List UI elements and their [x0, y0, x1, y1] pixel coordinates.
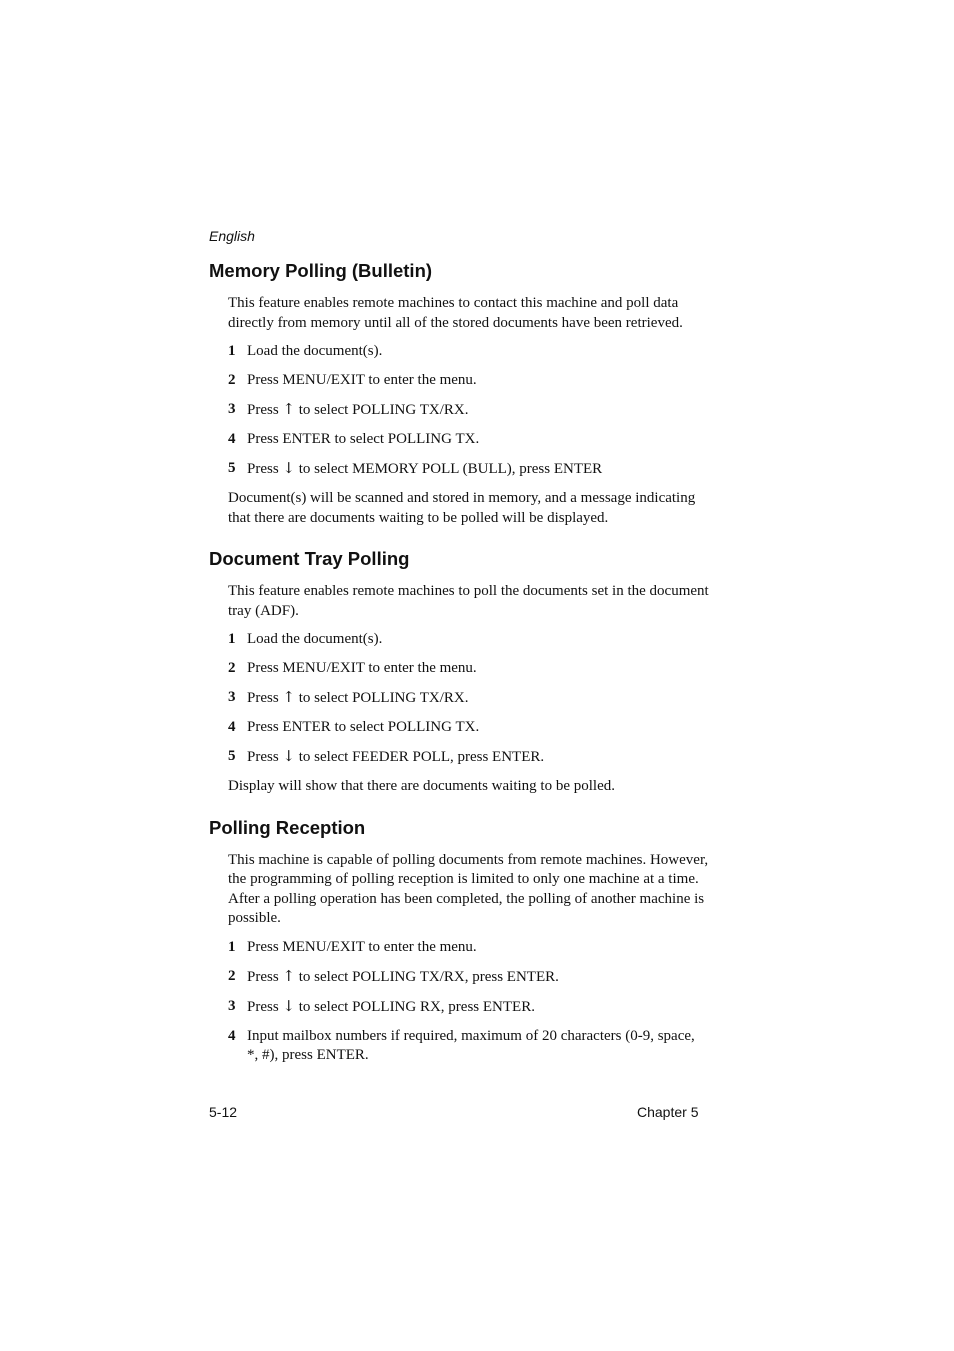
- chapter-label: Chapter 5: [637, 1104, 699, 1120]
- step-number: 2: [228, 372, 236, 388]
- step-item: [228, 659, 709, 679]
- step-number: 1: [228, 938, 236, 955]
- step-number: 3: [228, 689, 236, 705]
- step-number: 2: [228, 660, 236, 676]
- section-memory-polling: [209, 258, 709, 528]
- step-number: 4: [228, 719, 236, 735]
- section-title: Polling Reception: [209, 816, 366, 838]
- step-text: Press ENTER to select POLLING TX.: [247, 431, 480, 447]
- header-language: English: [209, 228, 255, 244]
- step-number: 1: [228, 343, 236, 359]
- section-intro: This machine is capable of polling documents from remote machines. However, the programming of polling reception is limited to only one machine at a time. After a polling operation has been completed, the polling of another machine is possible.: [228, 851, 709, 926]
- step-text: Press ↓ to select POLLING RX, press ENTER.: [247, 996, 535, 1015]
- step-text: Load the document(s).: [247, 343, 383, 359]
- step-number: 1: [228, 631, 236, 647]
- arrow-down-icon: ↓: [282, 996, 295, 1015]
- step-item: [228, 688, 709, 709]
- step-text: Press ENTER to select POLLING TX.: [247, 719, 480, 735]
- step-item: [228, 997, 709, 1018]
- section-outro: Document(s) will be scanned and stored in memory, and a message indicating that there are documents waiting to be polled will be displayed.: [228, 490, 696, 526]
- arrow-up-icon: ↑: [282, 688, 295, 706]
- step-item: [228, 938, 709, 958]
- section-outro: Display will show that there are documents waiting to be polled.: [228, 778, 615, 794]
- step-text: Press ↑ to select POLLING TX/RX.: [247, 688, 469, 706]
- step-text: Input mailbox numbers if required, maximum of 20 characters (0-9, space, *, #), press ENTER.: [247, 1027, 695, 1063]
- section-title: Document Tray Polling: [209, 548, 410, 569]
- step-number: 5: [228, 460, 236, 476]
- page-content: [209, 258, 709, 1075]
- arrow-down-icon: ↓: [282, 459, 295, 477]
- step-text: Load the document(s).: [247, 631, 383, 647]
- step-item: [228, 400, 709, 421]
- arrow-down-icon: ↓: [282, 747, 295, 765]
- section-title: Memory Polling (Bulletin): [209, 260, 433, 281]
- arrow-up-icon: ↑: [282, 400, 295, 418]
- step-text: Press MENU/EXIT to enter the menu.: [247, 938, 477, 955]
- step-text: Press ↑ to select POLLING TX/RX, press ENTER.: [247, 966, 559, 985]
- step-list: [228, 342, 709, 480]
- step-item: [228, 459, 709, 480]
- step-item: [228, 1027, 709, 1066]
- step-list: [228, 938, 709, 1066]
- step-number: 5: [228, 748, 236, 764]
- step-number: 4: [228, 1027, 236, 1044]
- section-intro: This feature enables remote machines to poll the documents set in the document tray (ADF).: [228, 583, 709, 619]
- arrow-up-icon: ↑: [282, 966, 295, 985]
- step-item: [228, 718, 709, 738]
- section-intro: This feature enables remote machines to contact this machine and poll data directly from memory until all of the stored documents have been retrieved.: [228, 295, 683, 331]
- step-item: [228, 342, 709, 362]
- step-text: Press MENU/EXIT to enter the menu.: [247, 660, 477, 676]
- step-text: Press MENU/EXIT to enter the menu.: [247, 372, 477, 388]
- step-list: [228, 630, 709, 768]
- step-text: Press ↑ to select POLLING TX/RX.: [247, 400, 469, 418]
- step-number: 3: [228, 997, 236, 1014]
- step-item: [228, 430, 709, 450]
- step-item: [228, 371, 709, 391]
- section-document-tray-polling: [209, 546, 709, 797]
- step-number: 2: [228, 967, 236, 984]
- step-item: [228, 967, 709, 988]
- step-text: Press ↓ to select FEEDER POLL, press ENTER.: [247, 747, 545, 765]
- step-item: [228, 747, 709, 768]
- step-text: Press ↓ to select MEMORY POLL (BULL), press ENTER: [247, 459, 603, 477]
- step-item: [228, 630, 709, 650]
- step-number: 4: [228, 431, 236, 447]
- section-polling-reception: [209, 815, 709, 1066]
- step-number: 3: [228, 401, 236, 417]
- page-number: 5-12: [209, 1104, 238, 1120]
